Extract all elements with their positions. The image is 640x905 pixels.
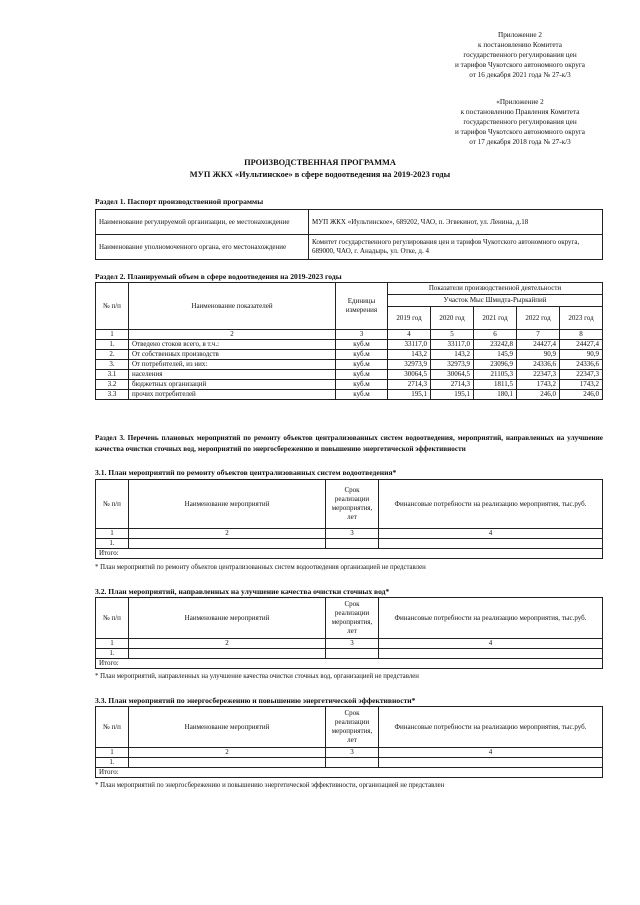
- column-number: 4: [379, 748, 603, 758]
- total-row: [96, 768, 603, 778]
- appendix-line: к постановлению Правления Комитета: [460, 108, 580, 116]
- col-name-header: Наименование показателей: [129, 283, 336, 330]
- row-value: 33117,0: [388, 340, 431, 350]
- col-no-header: № п/п: [96, 598, 129, 639]
- passport-table: [95, 209, 603, 260]
- table-row: [96, 380, 603, 390]
- col-name-header: Наименование мероприятий: [129, 480, 326, 529]
- row-name: населения: [129, 370, 336, 380]
- appendix-line: государственного регулирования цен: [463, 51, 577, 59]
- table-header-row: [96, 283, 603, 295]
- row-value: 24427,4: [517, 340, 560, 350]
- column-number: 2: [129, 639, 326, 649]
- column-number-row: [96, 748, 603, 758]
- row-value: 22347,3: [517, 370, 560, 380]
- appendix-line: «Приложение 2: [496, 98, 544, 106]
- row-value: 23096,9: [474, 360, 517, 370]
- row-value: 246,0: [517, 390, 560, 400]
- col-unit-header: Единицы измерения: [336, 283, 388, 330]
- table-row: [96, 210, 603, 235]
- col-fin-header: Финансовые потребности на реализацию мероприятия, тыс.руб.: [379, 480, 603, 529]
- column-number: 3: [326, 748, 379, 758]
- appendix-line: и тарифов Чукотского автономного округа: [455, 61, 585, 69]
- row-no: 3.3: [96, 390, 129, 400]
- total-row: [96, 549, 603, 559]
- col-term-header: Срок реализации мероприятия, лет: [326, 480, 379, 529]
- column-number: 8: [560, 330, 603, 340]
- row-value: 2714,3: [431, 380, 474, 390]
- col-name-header: Наименование мероприятий: [129, 598, 326, 639]
- column-number: 4: [379, 529, 603, 539]
- row-term: [326, 758, 379, 768]
- row-value: 24336,6: [560, 360, 603, 370]
- row-value: 90,9: [560, 350, 603, 360]
- table-header-row: [96, 707, 603, 748]
- total-label: Итого:: [96, 768, 603, 778]
- year-header: 2019 год: [388, 307, 431, 330]
- passport-label: Наименование регулируемой организации, ее местонахождение: [96, 210, 309, 235]
- row-name: прочих потребителей: [129, 390, 336, 400]
- appendix-line: государственного регулирования цен: [463, 118, 577, 126]
- row-value: 1743,2: [560, 380, 603, 390]
- row-name: [129, 649, 326, 659]
- row-value: 2714,3: [388, 380, 431, 390]
- volume-table: [95, 282, 603, 400]
- row-value: 24336,6: [517, 360, 560, 370]
- col-no-header: № п/п: [96, 480, 129, 529]
- column-number: 1: [96, 529, 129, 539]
- table-row: [96, 758, 603, 768]
- document-subtitle: МУП ЖКХ «Иультинское» в сфере водоотведения на 2019-2023 годы: [189, 170, 451, 179]
- table-row: [96, 390, 603, 400]
- column-number: 1: [96, 330, 129, 340]
- row-unit: куб.м: [336, 390, 388, 400]
- row-no: 2.: [96, 350, 129, 360]
- subsection-3-3-heading: 3.3. План мероприятий по энергосбережению и повышению энергетической эффективности*: [95, 696, 416, 705]
- table-row: [96, 360, 603, 370]
- row-name: Отведено стоков всего, в т.ч.:: [129, 340, 336, 350]
- year-header: 2020 год: [431, 307, 474, 330]
- column-number-row: [96, 330, 603, 340]
- quality-plan-table: [95, 597, 603, 669]
- col-site-header: Участок Мыс Шмидта-Рыркайпий: [388, 295, 603, 307]
- subsection-3-3-note: * План мероприятий по энергосбережению и повышению энергетической эффективности, организацией не представлен: [95, 782, 445, 789]
- column-number: 7: [517, 330, 560, 340]
- row-fin: [379, 649, 603, 659]
- table-header-row: [96, 480, 603, 529]
- column-number: 2: [129, 748, 326, 758]
- column-number: 2: [129, 330, 336, 340]
- column-number-row: [96, 639, 603, 649]
- row-no: 1.: [96, 649, 129, 659]
- column-number: 3: [326, 639, 379, 649]
- row-value: 1811,5: [474, 380, 517, 390]
- section3-heading: Раздел 3. Перечень плановых мероприятий по ремонту объектов централизованных систем водоотведения, мероприятий, направленных на улучшение качества очистки сточных вод, мероприятий по энергосбережению и повышению энергетической эффективности: [95, 434, 603, 453]
- row-no: 3.2: [96, 380, 129, 390]
- row-value: 24427,4: [560, 340, 603, 350]
- appendix-header-original: [425, 97, 615, 147]
- row-value: 30064,5: [388, 370, 431, 380]
- row-term: [326, 649, 379, 659]
- column-number: 4: [388, 330, 431, 340]
- subsection-3-1-heading: 3.1. План мероприятий по ремонту объектов централизованных систем водоотведения*: [95, 468, 397, 477]
- row-value: 33117,0: [431, 340, 474, 350]
- row-value: 21105,3: [474, 370, 517, 380]
- col-term-header: Срок реализации мероприятия, лет: [326, 598, 379, 639]
- subsection-3-2-note: * План мероприятий, направленных на улучшение качества очистки сточных вод, организацией не представлен: [95, 673, 419, 680]
- column-number: 1: [96, 748, 129, 758]
- total-label: Итого:: [96, 549, 603, 559]
- col-term-header: Срок реализации мероприятия, лет: [326, 707, 379, 748]
- section1-heading: Раздел 1. Паспорт производственной программы: [95, 197, 264, 206]
- energy-plan-table: [95, 706, 603, 778]
- row-value: 143,2: [388, 350, 431, 360]
- row-no: 1.: [96, 758, 129, 768]
- row-unit: куб.м: [336, 360, 388, 370]
- year-header: 2021 год: [474, 307, 517, 330]
- row-value: 143,2: [431, 350, 474, 360]
- row-no: 3.: [96, 360, 129, 370]
- appendix-line: от 17 декабря 2018 года № 27-к/3: [469, 138, 571, 146]
- col-no-header: № п/п: [96, 707, 129, 748]
- column-number: 4: [379, 639, 603, 649]
- document-title: ПРОИЗВОДСТВЕННАЯ ПРОГРАММА: [244, 158, 396, 167]
- row-unit: куб.м: [336, 340, 388, 350]
- table-row: [96, 649, 603, 659]
- row-value: 246,0: [560, 390, 603, 400]
- appendix-line: от 16 декабря 2021 года № 27-к/3: [469, 71, 571, 79]
- row-value: 1743,2: [517, 380, 560, 390]
- col-fin-header: Финансовые потребности на реализацию мероприятия, тыс.руб.: [379, 598, 603, 639]
- subsection-3-2-heading: 3.2. План мероприятий, направленных на улучшение качества очистки сточных вод*: [95, 587, 390, 596]
- row-name: [129, 539, 326, 549]
- repair-plan-table: [95, 479, 603, 559]
- row-value: 145,9: [474, 350, 517, 360]
- row-no: 3.1: [96, 370, 129, 380]
- row-value: 32973,9: [388, 360, 431, 370]
- table-header-row: [96, 598, 603, 639]
- appendix-line: Приложение 2: [498, 31, 542, 39]
- row-value: 90,9: [517, 350, 560, 360]
- column-number: 3: [336, 330, 388, 340]
- row-term: [326, 539, 379, 549]
- table-row: [96, 370, 603, 380]
- appendix-line: к постановлению Комитета: [478, 41, 562, 49]
- subsection-3-1-note: * План мероприятий по ремонту объектов централизованных систем водоотведения организацией не представлен: [95, 564, 426, 571]
- passport-value: Комитет государственного регулирования цен и тарифов Чукотского автономного округа, 689000, ЧАО, г. Анадырь, ул. Отке, д. 4: [309, 235, 603, 260]
- row-value: 32973,9: [431, 360, 474, 370]
- col-no-header: № п/п: [96, 283, 129, 330]
- row-fin: [379, 758, 603, 768]
- row-name: От собственных производств: [129, 350, 336, 360]
- row-value: 23242,8: [474, 340, 517, 350]
- table-row: [96, 235, 603, 260]
- row-value: 22347,3: [560, 370, 603, 380]
- row-name: От потребителей, из них:: [129, 360, 336, 370]
- year-header: 2022 год: [517, 307, 560, 330]
- row-fin: [379, 539, 603, 549]
- column-number: 6: [474, 330, 517, 340]
- table-row: [96, 340, 603, 350]
- row-name: [129, 758, 326, 768]
- table-row: [96, 539, 603, 549]
- row-no: 1.: [96, 539, 129, 549]
- column-number: 1: [96, 639, 129, 649]
- appendix-line: и тарифов Чукотского автономного округа: [455, 128, 585, 136]
- total-label: Итого:: [96, 659, 603, 669]
- row-name: бюджетных организаций: [129, 380, 336, 390]
- passport-label: Наименование уполномоченного органа, его местонахождение: [96, 235, 309, 260]
- column-number: 2: [129, 529, 326, 539]
- col-fin-header: Финансовые потребности на реализацию мероприятия, тыс.руб.: [379, 707, 603, 748]
- row-value: 195,1: [431, 390, 474, 400]
- passport-value: МУП ЖКХ «Иультинское», 689202, ЧАО, п. Эгвекинот, ул. Ленина, д.18: [309, 210, 603, 235]
- column-number-row: [96, 529, 603, 539]
- row-value: 180,1: [474, 390, 517, 400]
- table-row: [96, 350, 603, 360]
- section2-heading: Раздел 2. Планируемый объем в сфере водоотведения на 2019-2023 годы: [95, 272, 342, 281]
- row-no: 1.: [96, 340, 129, 350]
- column-number: 3: [326, 529, 379, 539]
- year-header: 2023 год: [560, 307, 603, 330]
- row-unit: куб.м: [336, 370, 388, 380]
- col-group-header: Показатели производственной деятельности: [388, 283, 603, 295]
- row-unit: куб.м: [336, 350, 388, 360]
- total-row: [96, 659, 603, 669]
- column-number: 5: [431, 330, 474, 340]
- appendix-header-current: [425, 30, 615, 80]
- col-name-header: Наименование мероприятий: [129, 707, 326, 748]
- row-value: 30064,5: [431, 370, 474, 380]
- row-value: 195,1: [388, 390, 431, 400]
- row-unit: куб.м: [336, 380, 388, 390]
